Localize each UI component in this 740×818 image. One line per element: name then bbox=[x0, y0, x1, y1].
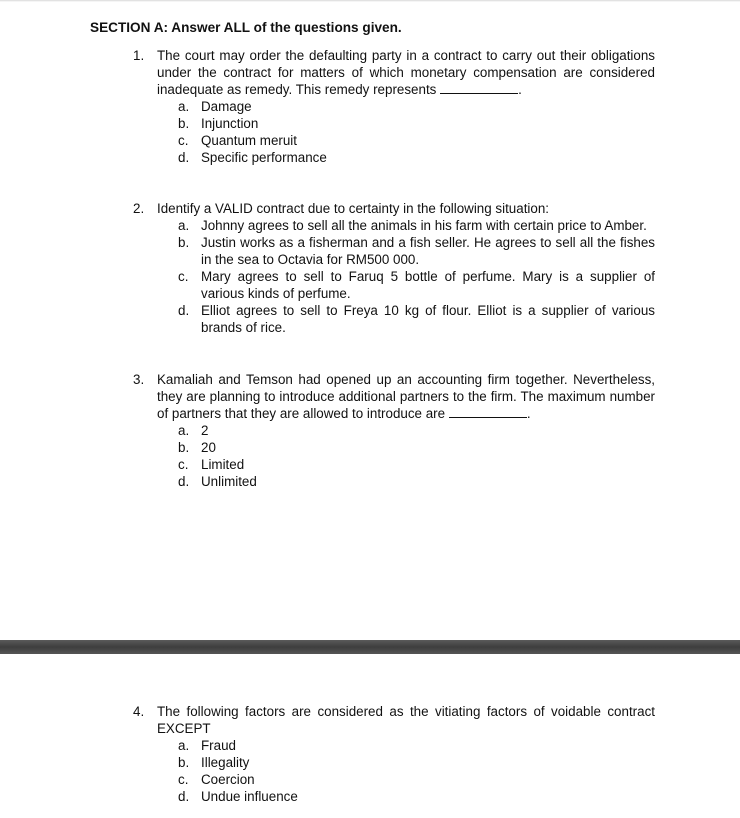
option-c bbox=[178, 268, 655, 302]
option-b bbox=[178, 234, 655, 268]
options-list bbox=[178, 737, 655, 805]
option-c bbox=[178, 771, 655, 788]
option-c bbox=[178, 132, 655, 149]
option-text: Injunction bbox=[201, 116, 259, 131]
question-trail: . bbox=[518, 82, 522, 97]
option-a bbox=[178, 98, 655, 115]
option-letter: a. bbox=[178, 99, 190, 114]
option-text: Fraud bbox=[201, 738, 236, 753]
option-text: Johnny agrees to sell all the animals in his farm with certain price to Amber. bbox=[201, 218, 647, 233]
option-letter: b. bbox=[178, 116, 190, 131]
option-a bbox=[178, 737, 655, 754]
option-c bbox=[178, 456, 655, 473]
option-d bbox=[178, 149, 655, 166]
option-letter: d. bbox=[178, 474, 190, 489]
option-letter: c. bbox=[178, 457, 189, 472]
option-text: 2 bbox=[201, 423, 209, 438]
option-text: Quantum meruit bbox=[201, 133, 298, 148]
option-text: Mary agrees to sell to Faruq 5 bottle of perfume. Mary is a supplier of various kinds of perfume. bbox=[201, 269, 655, 301]
question-trail: . bbox=[526, 406, 531, 421]
question-3 bbox=[133, 371, 655, 490]
option-d bbox=[178, 473, 655, 490]
option-text: Elliot agrees to sell to Freya 10 kg of flour. Elliot is a supplier of various brands of rice. bbox=[201, 303, 655, 335]
option-letter: c. bbox=[178, 133, 189, 148]
question-4 bbox=[133, 703, 655, 805]
option-letter: b. bbox=[178, 440, 190, 455]
question-number: 2. bbox=[133, 201, 145, 216]
document-page-2 bbox=[0, 654, 740, 818]
page-break bbox=[0, 640, 740, 654]
option-text: Unlimited bbox=[201, 474, 257, 489]
option-letter: a. bbox=[178, 218, 190, 233]
question-2 bbox=[133, 200, 655, 336]
option-letter: c. bbox=[178, 772, 189, 787]
option-text: Illegality bbox=[201, 755, 250, 770]
option-text: Undue influence bbox=[201, 789, 298, 804]
question-number: 3. bbox=[133, 372, 145, 387]
answer-blank bbox=[440, 82, 518, 94]
options-list bbox=[178, 422, 655, 490]
option-letter: d. bbox=[178, 150, 190, 165]
answer-blank bbox=[449, 406, 527, 418]
option-a bbox=[178, 217, 655, 234]
option-text: Limited bbox=[201, 457, 245, 472]
option-d bbox=[178, 302, 655, 336]
section-title: SECTION A: Answer ALL of the questions given. bbox=[90, 20, 402, 35]
option-letter: b. bbox=[178, 755, 190, 770]
question-text: The court may order the defaulting party in a contract to carry out their obligations under the contract for matters of which monetary compensation are considered inadequate as remedy. This remedy represents bbox=[157, 48, 655, 97]
question-text-block bbox=[157, 47, 655, 98]
option-text: Coercion bbox=[201, 772, 255, 787]
option-text: 20 bbox=[201, 440, 216, 455]
question-text-block bbox=[157, 371, 655, 422]
question-number: 4. bbox=[133, 704, 145, 719]
options-list bbox=[178, 98, 655, 166]
option-letter: a. bbox=[178, 423, 190, 438]
option-a bbox=[178, 422, 655, 439]
option-b bbox=[178, 439, 655, 456]
option-letter: c. bbox=[178, 269, 189, 284]
option-letter: a. bbox=[178, 738, 190, 753]
option-d bbox=[178, 788, 655, 805]
option-letter: d. bbox=[178, 789, 190, 804]
option-text: Justin works as a fisherman and a fish seller. He agrees to sell all the fishes in the sea to Octavia for RM500 000. bbox=[201, 235, 655, 267]
page-top-edge bbox=[0, 0, 740, 2]
option-b bbox=[178, 754, 655, 771]
option-b bbox=[178, 115, 655, 132]
option-text: Damage bbox=[201, 99, 252, 114]
question-text: The following factors are considered as the vitiating factors of voidable contract EXCEPT bbox=[157, 704, 655, 736]
question-number: 1. bbox=[133, 48, 145, 63]
option-text: Specific performance bbox=[201, 150, 327, 165]
option-letter: b. bbox=[178, 235, 190, 250]
option-letter: d. bbox=[178, 303, 190, 318]
question-1 bbox=[133, 47, 655, 166]
options-list bbox=[178, 217, 655, 336]
question-text: Identify a VALID contract due to certainty in the following situation: bbox=[157, 201, 550, 216]
question-text: Kamaliah and Temson had opened up an accounting firm together. Nevertheless, they are planning to introduce additional partners to the firm. The maximum number of partners that they are allowed to introduce are bbox=[157, 372, 655, 421]
